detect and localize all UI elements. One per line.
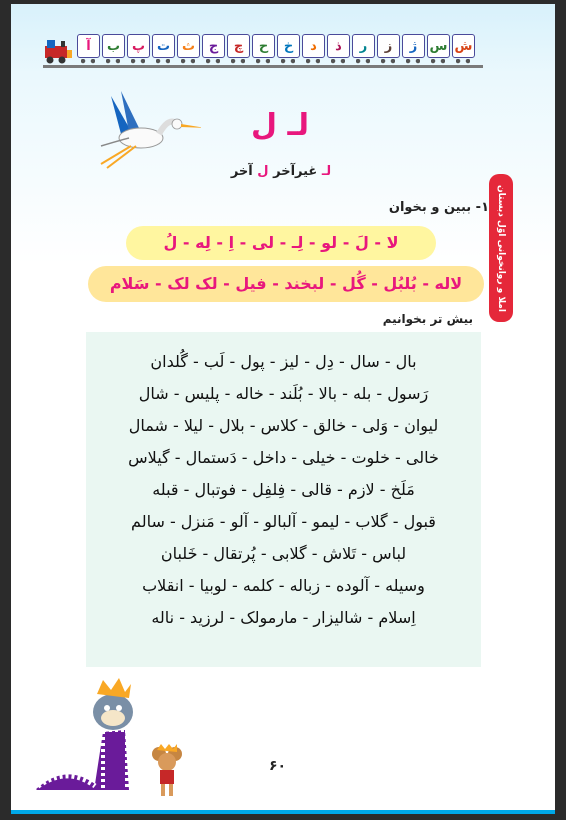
train-rail xyxy=(43,65,483,68)
reading-line: لیوان - وَلی - خالق - کلاس - بلال - لیلا - شمال xyxy=(128,416,439,435)
textbook-page xyxy=(11,4,555,814)
train-cars xyxy=(77,34,477,58)
letter-forms-caption xyxy=(201,164,361,179)
train-car-letter: س xyxy=(427,34,450,58)
train-car-letter: ر xyxy=(352,34,375,58)
non-final-word: غیرآخر xyxy=(273,164,318,179)
locomotive-icon xyxy=(43,38,73,64)
cartoon-mouse-icon xyxy=(147,744,187,799)
reading-line: بال - سال - دِل - لیز - پول - لَب - گُلدان xyxy=(150,352,417,371)
alphabet-train xyxy=(43,32,523,72)
syllables-row-2: لاله - بُلبُل - گُل - لبخند - فیل - لک لک - سَلام xyxy=(88,266,484,302)
cartoon-cat-king-icon xyxy=(25,672,155,802)
reading-line: رَسول - بله - بالا - بُلَند - خاله - پلیس - شال xyxy=(138,384,429,403)
reading-box xyxy=(86,332,481,667)
reading-line: لباس - تَلاش - گلابی - پُرتقال - خَلبان xyxy=(160,544,407,563)
train-car-letter: ز xyxy=(377,34,400,58)
train-car-letter: د xyxy=(302,34,325,58)
reading-line: اِسلام - شالیزار - مارمولک - لرزید - ناله xyxy=(151,608,416,627)
train-car-letter: خ xyxy=(277,34,300,58)
syllables-row-1: لا - لَ - لو - لِـ - لی - اِ - لِه - لُ xyxy=(126,226,436,260)
page-bottom-bar xyxy=(11,810,555,814)
non-final-letter: لـ xyxy=(321,164,332,179)
reading-line: مَلَخ - لازم - قالی - فِلفِل - فوتبال - قبله xyxy=(152,480,415,499)
train-car-letter: ت xyxy=(152,34,175,58)
more-reading-heading: بیش تر بخوانیم xyxy=(382,312,473,326)
final-word: آخر xyxy=(230,164,253,179)
section1-heading: ۱- ببین و بخوان xyxy=(388,200,489,215)
train-car-letter: ذ xyxy=(327,34,350,58)
train-car-letter: چ xyxy=(227,34,250,58)
page-number: ۶۰ xyxy=(269,758,287,774)
train-car-letter: ش xyxy=(452,34,475,58)
reading-line: خالی - خلوت - خیلی - داخل - دَستمال - گیلاس xyxy=(128,448,439,467)
reading-line: وسیله - آلوده - زباله - کلمه - لوبیا - انقلاب xyxy=(142,576,425,595)
side-book-label: املا و روانخوانی اوّل دبستان xyxy=(489,174,513,322)
train-car-letter: ث xyxy=(177,34,200,58)
stork-icon xyxy=(81,86,201,176)
reading-line: قبول - گلاب - لیمو - آلبالو - آلو - مَنزل - سالم xyxy=(131,512,436,531)
final-letter: ل xyxy=(257,164,269,179)
lesson-title: لـ ل xyxy=(251,108,309,143)
train-car-letter: ج xyxy=(202,34,225,58)
train-car-letter: ژ xyxy=(402,34,425,58)
train-car-letter: ب xyxy=(102,34,125,58)
train-car-letter: پ xyxy=(127,34,150,58)
train-car-letter: ح xyxy=(252,34,275,58)
train-car-letter: آ xyxy=(77,34,100,58)
